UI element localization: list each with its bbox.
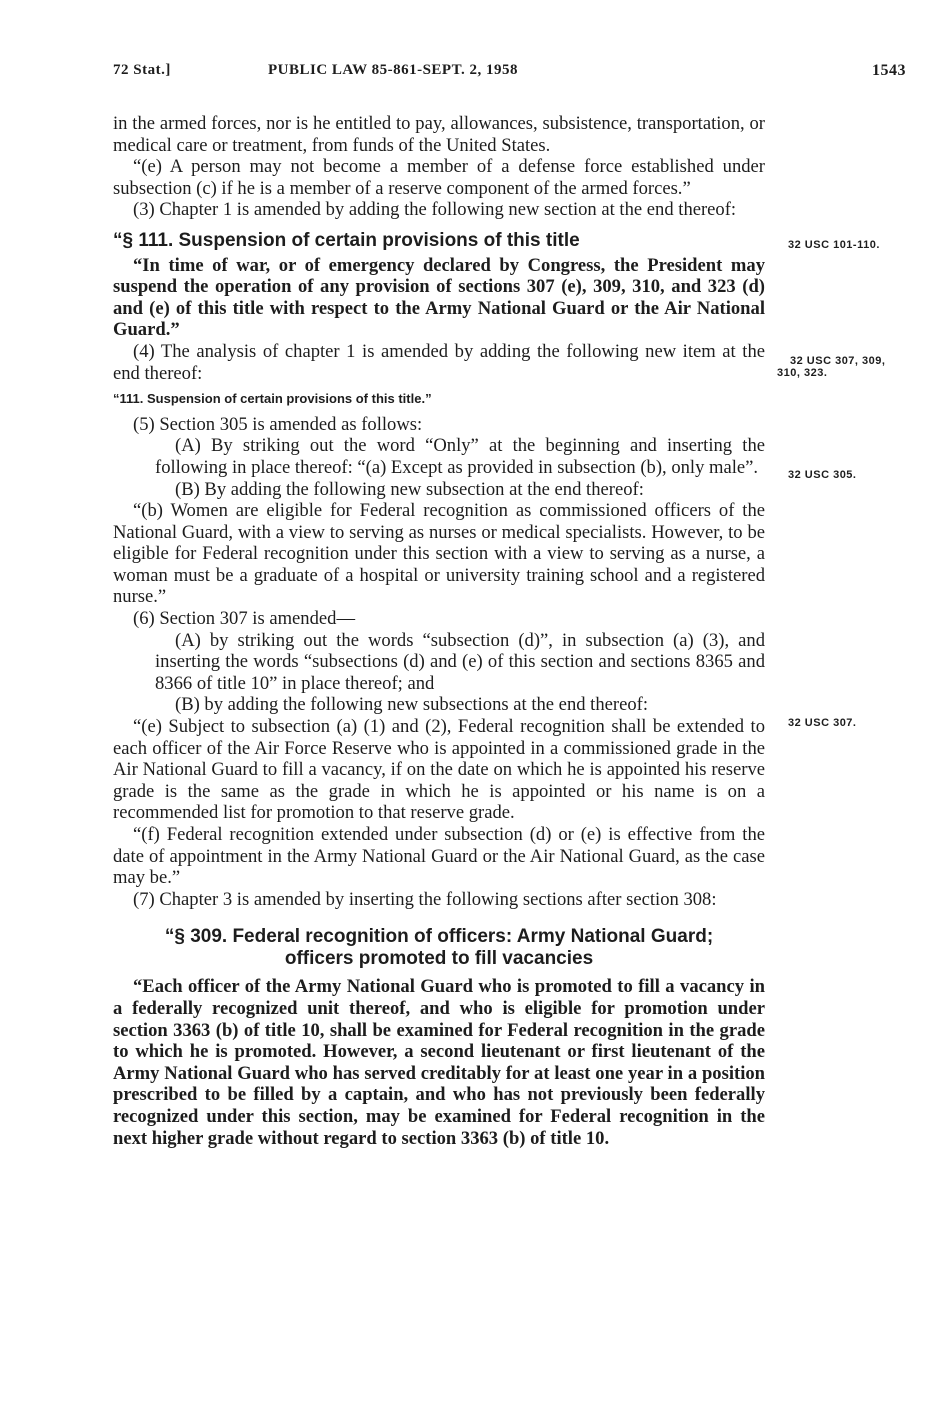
clause-b: (B) by adding the following new subsections at the end thereof: bbox=[175, 694, 648, 716]
analysis-item: “111. Suspension of certain provisions of this title.” bbox=[113, 391, 432, 407]
page-number: 1543 bbox=[872, 62, 906, 79]
section-111-heading: “§ 111. Suspension of certain provisions of this title bbox=[113, 229, 580, 251]
quoted-subsection: “(b) Women are eligible for Federal recognition as commissioned officers of the National Guard, with a view to serving as nurses or medical specialists. However, to be eligible for Federal recognition under this section with a view to serving as a nurse, a woman must be a graduate of a hospital or university training school and a registered nurse.” bbox=[113, 500, 765, 608]
margin-note-usc-307-309: 32 USC 307, 309, bbox=[790, 355, 886, 367]
quoted-subsection: “(f) Federal recognition extended under subsection (d) or (e) is effective from the date of appointment in the Army National Guard or the Air National Guard, as the case may be.” bbox=[113, 824, 765, 889]
section-309-heading-line1: “§ 309. Federal recognition of officers: Army National Guard; bbox=[164, 926, 714, 948]
running-title: PUBLIC LAW 85-861-SEPT. 2, 1958 bbox=[268, 62, 518, 78]
statute-volume: 72 Stat.] bbox=[113, 62, 171, 78]
paragraph: (3) Chapter 1 is amended by adding the following new section at the end thereof: bbox=[133, 199, 737, 221]
paragraph: in the armed forces, nor is he entitled to pay, allowances, subsistence, transportation, or medical care or treatment, from funds of the United States. bbox=[113, 113, 765, 156]
section-111-text: “In time of war, or of emergency declared by Congress, the President may suspend the operation of any provision of sections 307 (e), 309, 310, and 323 (d) and (e) of this title with respect to the Army National Guard or the Air National Guard.” bbox=[113, 254, 765, 341]
clause-a: (A) By striking out the word “Only” at the beginning and inserting the following in place thereof: “(a) Except as provided in subsection (b), only male”. bbox=[155, 435, 765, 478]
clause-a: (A) by striking out the words “subsection (d)”, in subsection (a) (3), and inserting the words “subsections (d) and (e) of this section and sections 8365 and 8366 of title 10” in place thereof; and bbox=[155, 629, 765, 694]
paragraph: (5) Section 305 is amended as follows: bbox=[133, 413, 423, 435]
margin-note-usc-307: 32 USC 307. bbox=[788, 717, 857, 729]
body-text bbox=[113, 113, 765, 1149]
section-309-heading bbox=[113, 926, 765, 970]
section-309-text: “Each officer of the Army National Guard who is promoted to fill a vacancy in a federally recognized unit thereof, and who is eligible for promotion under section 3363 (b) of title 10, shall be examined for Federal recognition in the grade to which he is promoted. However, a second lieutenant or first lieutenant of the Army National Guard who has served creditably for at least one year in a position prescribed to be filled by a captain, and who has not previously been federally recognized under this section, may be examined for Federal recognition in the next higher grade without regard to section 3363 (b) of title 10. bbox=[113, 976, 765, 1149]
margin-note-usc-101: 32 USC 101-110. bbox=[788, 239, 880, 251]
paragraph: (4) The analysis of chapter 1 is amended by adding the following new item at the end thereof: bbox=[113, 340, 765, 384]
section-309-heading-line2: officers promoted to fill vacancies bbox=[284, 948, 594, 970]
margin-note-usc-310-323: 310, 323. bbox=[777, 367, 828, 379]
margin-note-usc-305: 32 USC 305. bbox=[788, 469, 857, 481]
paragraph: (6) Section 307 is amended— bbox=[133, 608, 356, 630]
quoted-subsection: “(e) Subject to subsection (a) (1) and (2), Federal recognition shall be extended to each officer of the Air Force Reserve who is appointed in a commissioned grade in the Air National Guard to fill a vacancy, if on the date on which he is appointed his reserve grade is the same as the grade in which he is appointed or his name is on a recommended list for promotion to that reserve grade. bbox=[113, 716, 765, 824]
page-header bbox=[113, 62, 906, 86]
clause-b: (B) By adding the following new subsection at the end thereof: bbox=[175, 478, 644, 500]
paragraph: “(e) A person may not become a member of a defense force established under subsection (c) if he is a member of a reserve component of the armed forces.” bbox=[113, 156, 765, 199]
paragraph: (7) Chapter 3 is amended by inserting the following sections after section 308: bbox=[133, 888, 717, 910]
